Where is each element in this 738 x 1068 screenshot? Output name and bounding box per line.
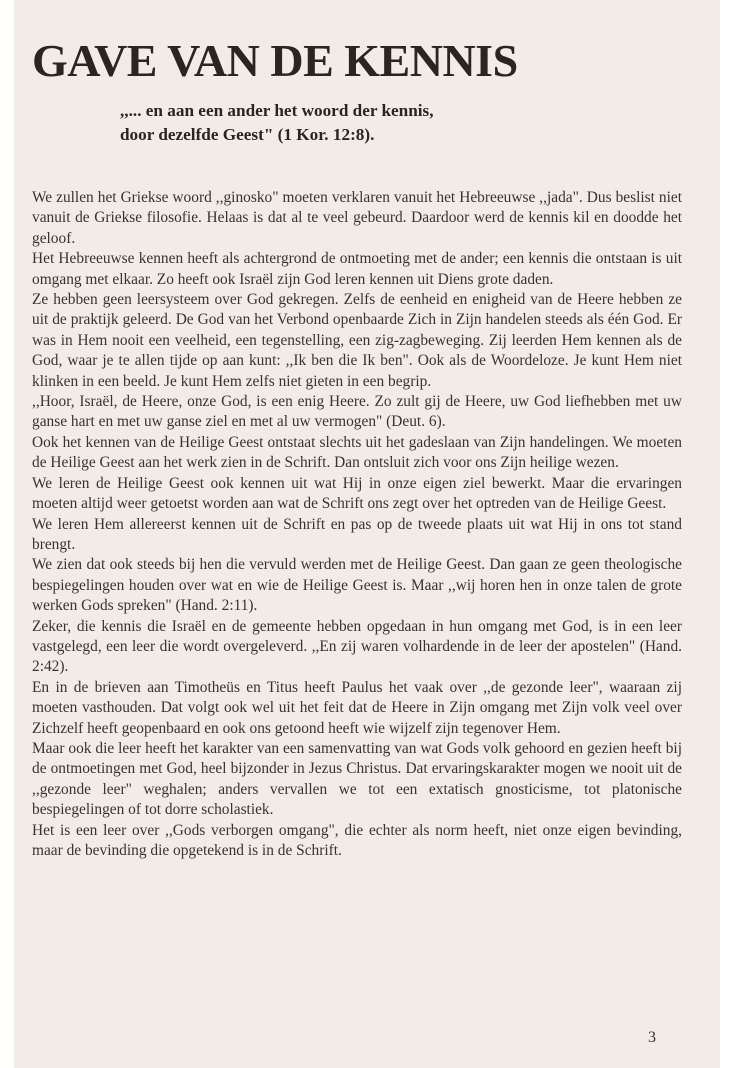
paragraph: Zeker, die kennis die Israël en de gemeente hebben opgedaan in hun omgang met God, is in een leer vastgelegd, een leer die wordt overgeleverd. ,,En zij waren volhardende in de leer der apostelen" (Hand. 2:42).: [32, 617, 682, 676]
quote-line: ,,... en aan een ander het woord der kennis,: [120, 101, 434, 120]
paragraph: Ook het kennen van de Heilige Geest ontstaat slechts uit het gadeslaan van Zijn handelingen. We moeten de Heilige Geest aan het werk zien in de Schrift. Dan ontsluit zich voor ons Zijn heilige wezen.: [32, 433, 682, 472]
paragraph: Ze hebben geen leersysteem over God gekregen. Zelfs de eenheid en enigheid van de Heere hebben ze uit de praktijk geleerd. De God van het Verbond openbaarde Zich in Zijn handelen steeds als één God. Er was in Hem nooit een veelheid, een tegenstelling, een zig-zagbeweging. Zij leerden Hem kennen als de God, waar je te allen tijde op aan kunt: ,,Ik ben die Ik ben". Ook als de Woordeloze. Je kunt Hem niet klinken in een beeld. Je kunt Hem zelfs niet gieten in een begrip.: [32, 291, 682, 390]
paragraph: En in de brieven aan Timotheüs en Titus heeft Paulus het vaak over ,,de gezonde leer", waaraan zij moeten vasthouden. Dat volgt ook wel uit het feit dat de Heere in Zijn omgang met Zijn volk veel over Zichzelf heeft geopenbaard en ook ons getoond heeft wie wijzelf zijn tegenover Hem.: [32, 678, 682, 737]
quote-line: door dezelfde Geest" (1 Kor. 12:8).: [120, 125, 375, 144]
paragraph: We zien dat ook steeds bij hen die vervuld werden met de Heilige Geest. Dan gaan ze geen theologische bespiegelingen houden over wat en wie de Heilige Geest is. Maar ,,wij horen hen in onze talen de grote werken Gods spreken" (Hand. 2:11).: [32, 556, 682, 615]
book-page: [14, 0, 720, 1068]
paragraph: Het Hebreeuwse kennen heeft als achtergrond de ontmoeting met de ander; een kennis die ontstaan is uit omgang met elkaar. Zo heeft ook Israël zijn God leren kennen uit Diens grote daden.: [32, 250, 682, 288]
body-text: [32, 188, 682, 861]
page-edge: [720, 0, 738, 1068]
paragraph: We leren de Heilige Geest ook kennen uit wat Hij in onze eigen ziel bewerkt. Maar die ervaringen moeten altijd weer getoetst worden aan wat de Schrift ons zegt over het optreden van de Heilige Geest.: [32, 474, 682, 513]
paragraph: ,,Hoor, Israël, de Heere, onze God, is een enig Heere. Zo zult gij de Heere, uw God liefhebben met uw ganse hart en met uw ganse ziel en met al uw vermogen" (Deut. 6).: [32, 393, 682, 431]
page-title: GAVE VAN DE KENNIS: [32, 35, 518, 86]
page-number: 3: [648, 1029, 656, 1046]
epigraph-quote: [120, 99, 640, 147]
paragraph: Het is een leer over ,,Gods verborgen omgang", die echter als norm heeft, niet onze eigen bevinding, maar de bevinding die opgetekend is in de Schrift.: [32, 821, 682, 859]
paragraph: We zullen het Griekse woord ,,ginosko" moeten verklaren vanuit het Hebreeuwse ,,jada". Dus beslist niet vanuit de Griekse filosofie. Helaas is dat al te veel gebeurd. Daardoor werd de kennis kil en doodde het geloof.: [32, 189, 682, 247]
paragraph: We leren Hem allereerst kennen uit de Schrift en pas op de tweede plaats uit wat Hij in ons tot stand brengt.: [32, 515, 682, 553]
paragraph: Maar ook die leer heeft het karakter van een samenvatting van wat Gods volk gehoord en gezien heeft bij de ontmoetingen met God, heel bijzonder in Jezus Christus. Dat ervaringskarakter mogen we nooit uit de ,,gezonde leer" weghalen; anders vervallen we tot een extatisch gnosticisme, tot platonische bespiegelingen of tot dorre scholastiek.: [32, 739, 682, 819]
